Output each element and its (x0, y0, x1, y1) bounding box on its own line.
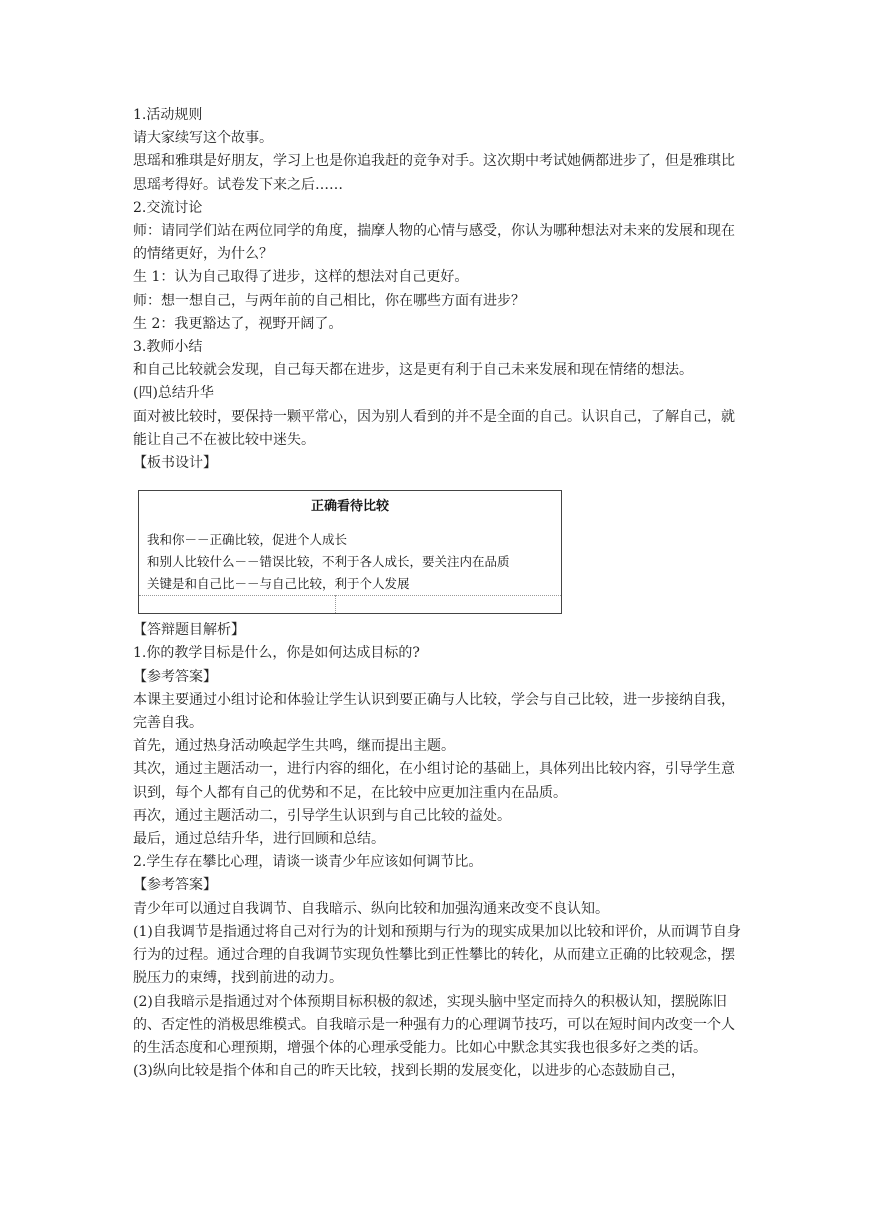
heading-defense-analysis: 【答辩题目解析】 (133, 622, 245, 639)
paragraph: 本课主要通过小组讨论和体验让学生认识到要正确与人比较，学会与自己比较，进一步接纳自我，完善自我。 (133, 691, 735, 732)
paragraph: 请大家续写这个故事。 (133, 130, 273, 147)
paragraph: 和自己比较就会发现，自己每天都在进步，这是更有利于自己未来发展和现在情绪的想法。 (133, 362, 693, 379)
board-divider (139, 595, 561, 596)
paragraph: 再次，通过主题活动二，引导学生认识到与自己比较的益处。 (133, 807, 511, 824)
heading-reference-answer: 【参考答案】 (133, 668, 217, 685)
paragraph: (1)自我调节是指通过将自己对行为的计划和预期与行为的现实成果加以比较和评价，从而调节自身行为的过程。通过合理的自我调节实现负性攀比到正性攀比的转化，从而建立正确的比较观念，摆脱压力的束缚，找到前进的动力。 (133, 923, 741, 987)
question-1: 1.你的教学目标是什么，你是如何达成目标的? (133, 645, 420, 662)
paragraph: 思瑶和雅琪是好朋友，学习上也是你追我赶的竞争对手。这次期中考试她俩都进步了，但是雅琪比思瑶考得好。试卷发下来之后…… (133, 153, 735, 193)
board-line: 和别人比较什么－－错误比较，不利于各人成长，要关注内在品质 (147, 554, 510, 570)
paragraph: 首先，通过热身活动唤起学生共鸣，继而提出主题。 (133, 738, 455, 755)
paragraph: 生 1：认为自己取得了进步，这样的想法对自己更好。 (133, 269, 469, 286)
board-line: 关键是和自己比－－与自己比较，利于个人发展 (147, 576, 410, 592)
document-body (133, 104, 743, 1083)
paragraph: 其次，通过主题活动一，进行内容的细化，在小组讨论的基础上，具体列出比较内容，引导学生意识到，每个人都有自己的优势和不足，在比较中应更加注重内在品质。 (133, 761, 735, 801)
board-line: 我和你－－正确比较，促进个人成长 (147, 532, 348, 548)
heading-teacher-summary: 3.教师小结 (133, 339, 203, 356)
paragraph: 师：请同学们站在两位同学的角度，揣摩人物的心情与感受，你认为哪种想法对未来的发展和现在的情绪更好，为什么？ (133, 223, 735, 263)
heading-discussion: 2.交流讨论 (133, 199, 203, 216)
heading-summary-sublimation: (四)总结升华 (133, 385, 214, 402)
board-design-box (138, 490, 562, 614)
paragraph: (3)纵向比较是指个体和自己的昨天比较，找到长期的发展变化，以进步的心态鼓励自己， (133, 1063, 685, 1080)
board-lines (147, 529, 510, 595)
heading-board-design: 【板书设计】 (133, 455, 217, 472)
paragraph: 生 2：我更豁达了，视野开阔了。 (133, 315, 343, 332)
paragraph: 青少年可以通过自我调节、自我暗示、纵向比较和加强沟通来改变不良认知。 (133, 900, 609, 917)
paragraph: 面对被比较时，要保持一颗平常心，因为别人看到的并不是全面的自己。认识自己，了解自己，就能让自己不在被比较中迷失。 (133, 408, 735, 448)
question-2: 2.学生存在攀比心理，请谈一谈青少年应该如何调节比。 (133, 854, 483, 871)
heading-reference-answer: 【参考答案】 (133, 877, 217, 894)
paragraph: (2)自我暗示是指通过对个体预期目标积极的叙述，实现头脑中坚定而持久的积极认知，摆脱陈旧的、否定性的消极思维模式。自我暗示是一种强有力的心理调节技巧，可以在短时间内改变一个人的生活态度和心理预期，增强个体的心理承受能力。比如心中默念其实我也很多好之类的话。 (133, 993, 735, 1056)
paragraph: 最后，通过总结升华，进行回顾和总结。 (133, 831, 385, 848)
heading-activity-rules: 1.活动规则 (133, 107, 203, 123)
board-title: 正确看待比较 (310, 499, 389, 515)
board-divider-vertical (335, 595, 336, 613)
paragraph: 师：想一想自己，与两年前的自己相比，你在哪些方面有进步？ (133, 292, 525, 309)
